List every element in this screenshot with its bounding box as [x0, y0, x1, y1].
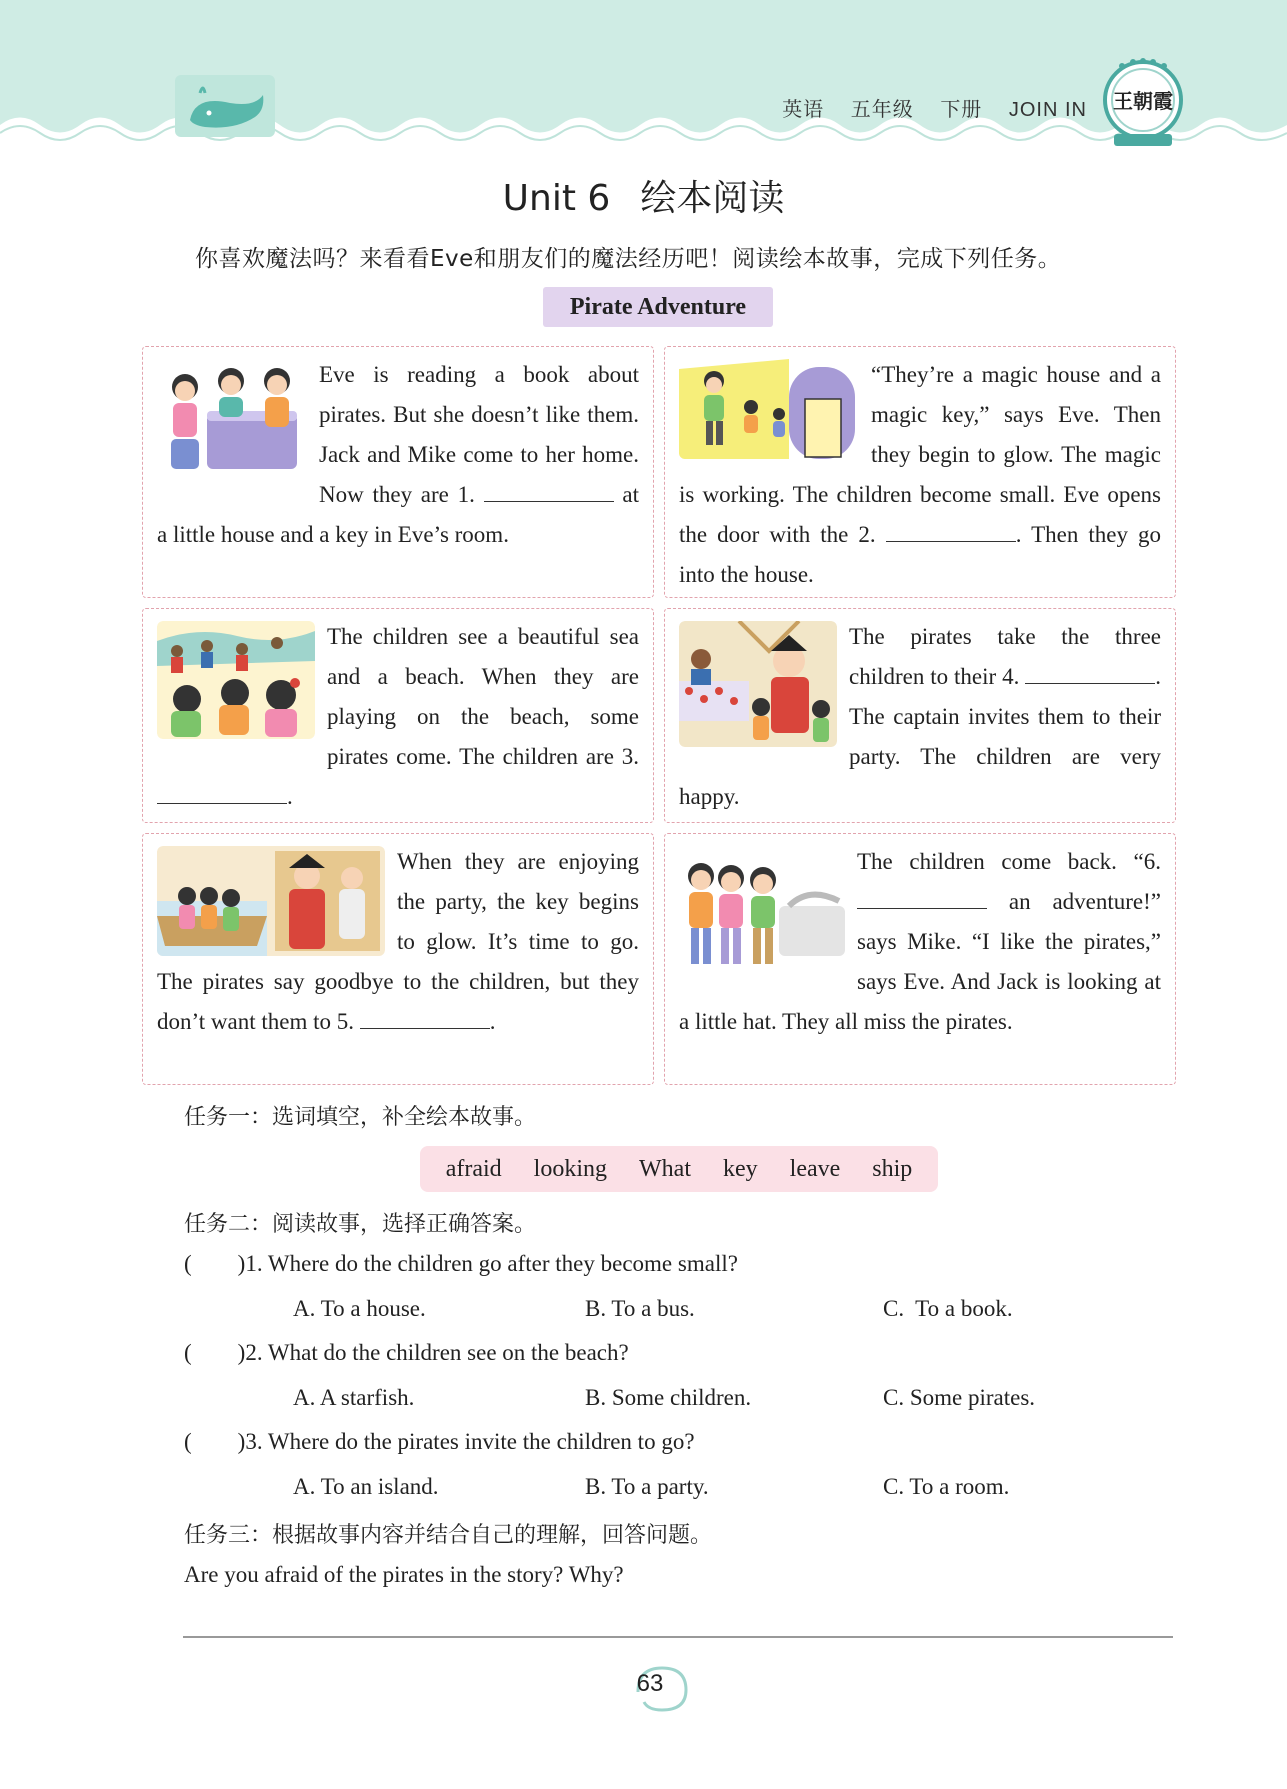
story-panel-3	[142, 608, 654, 823]
panel-3-text-a: The children see a beautiful sea and a beach. When they are playing on the beach, some pirates come. The children are 3.	[327, 624, 639, 769]
question-2-option-c: C. Some pirates.	[883, 1385, 1036, 1410]
task-2-title: 任务二：阅读故事，选择正确答案。	[184, 1212, 537, 1237]
story-panel-5	[142, 833, 654, 1085]
answer-blank-2[interactable]	[886, 523, 1016, 542]
whale-icon	[175, 75, 275, 137]
panel-1-text	[157, 355, 639, 555]
panel-2-text-b: . Then they go into the house.	[679, 522, 1162, 587]
panel-4-text-a: The pirates take the three children to their 4.	[849, 624, 1161, 689]
question-2-option-b: B. Some children.	[585, 1385, 752, 1410]
panel-5-illustration	[157, 846, 385, 956]
story-panel-4	[664, 608, 1176, 823]
word-bank	[420, 1146, 938, 1192]
question-1-option-b: B. To a bus.	[585, 1296, 695, 1321]
panel-6-text-a: The children come back. “6.	[857, 849, 1161, 874]
panel-6-illustration	[679, 846, 845, 976]
panel-2-illustration	[679, 359, 859, 459]
panel-4-illustration	[679, 621, 837, 747]
question-1	[184, 1251, 738, 1277]
answer-blank-6[interactable]	[857, 890, 987, 909]
story-panel-2	[664, 346, 1176, 598]
header-info	[762, 93, 1087, 122]
brand-badge-icon	[1102, 58, 1184, 148]
intro-text: 你喜欢魔法吗？来看看Eve和朋友们的魔法经历吧！阅读绘本故事，完成下列任务。	[195, 246, 1062, 272]
panel-2-text	[679, 355, 1161, 595]
question-1-option-c: C. To a book.	[883, 1296, 1013, 1321]
answer-paren-1[interactable]: ( )	[184, 1251, 246, 1276]
story-panel-6	[664, 833, 1176, 1085]
question-3-text: 3. Where do the pirates invite the children to go?	[245, 1429, 695, 1454]
panel-5-text	[157, 842, 639, 1042]
answer-paren-3[interactable]: ( )	[184, 1429, 246, 1454]
unit-name: 绘本阅读	[640, 178, 785, 219]
panel-6-text	[679, 842, 1161, 1042]
header-series: JOIN IN	[1008, 99, 1087, 121]
answer-blank-4[interactable]	[1025, 665, 1155, 684]
page-number: 63	[636, 1670, 664, 1697]
panel-5-text-a: When they are enjoying the party, the key begins to glow. It’s time to go. The pirates say goodbye to the children, but they don’t want them to 5.	[157, 849, 639, 1034]
panel-1-illustration	[157, 359, 307, 477]
panel-4-text	[679, 617, 1161, 817]
question-3-option-b: B. To a party.	[585, 1474, 709, 1499]
answer-paren-2[interactable]: ( )	[184, 1340, 246, 1365]
footer-divider	[183, 1636, 1173, 1638]
answer-blank-5[interactable]	[360, 1010, 490, 1029]
question-3-option-a: A. To an island.	[293, 1474, 439, 1499]
question-1-text: 1. Where do the children go after they become small?	[245, 1251, 738, 1276]
task-3-question: Are you afraid of the pirates in the story? Why?	[184, 1562, 624, 1587]
question-3-option-c: C. To a room.	[883, 1474, 1010, 1499]
panel-4-text-b: . The captain invites them to their party. The children are very happy.	[679, 664, 1161, 809]
word-bank-item: looking	[533, 1156, 608, 1182]
panel-6-text-b: an adventure!” says Mike. “I like the pirates,” says Eve. And Jack is looking at a little hat. They all miss the pirates.	[679, 889, 1161, 1034]
question-2	[184, 1340, 629, 1366]
story-panel-1	[142, 346, 654, 598]
question-2-option-a: A. A starfish.	[293, 1385, 415, 1410]
task-3-title: 任务三：根据故事内容并结合自己的理解，回答问题。	[184, 1523, 713, 1548]
task-1-title: 任务一：选词填空，补全绘本故事。	[184, 1105, 537, 1130]
question-3	[184, 1429, 695, 1455]
header-grade: 五年级	[850, 99, 914, 121]
word-bank-item: key	[723, 1156, 758, 1182]
panel-1-text-a: Eve is reading a book about pirates. But she doesn’t like them. Jack and Mike come to her home. Now they are 1.	[319, 362, 639, 507]
answer-blank-1[interactable]	[484, 483, 614, 502]
panel-2-text-a: “They’re a magic house and a magic key,” says Eve. Then they begin to glow. The magic is working. The children become small. Eve opens the door with the 2.	[679, 362, 1161, 547]
panel-5-text-b: .	[489, 1009, 496, 1034]
question-1-option-a: A. To a house.	[293, 1296, 426, 1321]
unit-title	[0, 170, 1287, 221]
word-bank-item: What	[639, 1156, 691, 1182]
word-bank-item: afraid	[445, 1156, 502, 1182]
question-2-text: 2. What do the children see on the beach?	[245, 1340, 629, 1365]
header-volume: 下册	[940, 99, 983, 121]
story-title: Pirate Adventure	[543, 287, 773, 327]
panel-3-text-b: .	[287, 784, 293, 809]
panel-3-illustration	[157, 621, 315, 739]
panel-1-text-b: at a little house and a key in Eve’s room.	[157, 482, 639, 547]
word-bank-item: ship	[872, 1156, 913, 1182]
header-subject: 英语	[782, 99, 825, 121]
answer-blank-3[interactable]	[157, 785, 287, 804]
badge-text: 王朝霞	[1113, 89, 1173, 113]
word-bank-item: leave	[789, 1156, 841, 1182]
unit-number: Unit 6	[502, 178, 611, 219]
panel-3-text	[157, 617, 639, 817]
